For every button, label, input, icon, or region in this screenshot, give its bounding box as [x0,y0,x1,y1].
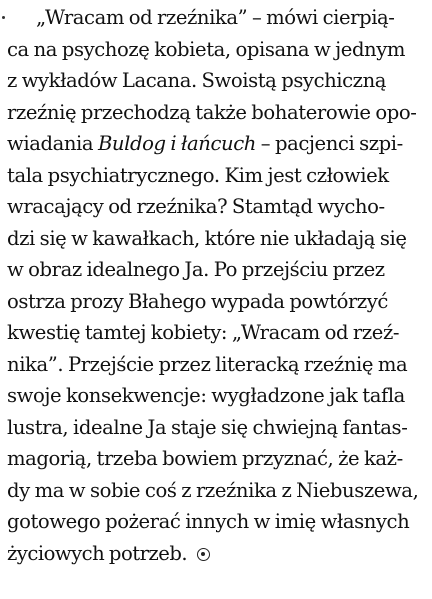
text-line: kwestię tamtej kobiety: „Wracam od rzeź- [7,321,400,344]
margin-dot [2,16,5,19]
text-fragment: życiowych potrzeb. [7,541,188,565]
text-line: tala psychiatrycznego. Kim jest człowiek [7,163,389,187]
text-line: „Wracam od rzeźnika” – mówi cierpią- [36,6,395,29]
text-line: wracający od rzeźnika? Stamtąd wycho- [7,195,385,218]
text-line: z wykładów Lacana. Swoistą psychiczną [7,69,387,92]
text-fragment: – pacjenci szpi- [255,132,403,155]
body-paragraph [7,2,432,569]
text-line-last [7,538,432,570]
text-line: ca na psychozę kobieta, opisana w jednym [7,37,406,61]
end-of-article-icon [197,548,210,561]
text-fragment: wiadania [7,132,98,155]
text-line: magorią, trzeba bowiem przyznać, że każ- [7,447,403,470]
text-line: gotowego pożerać innych w imię własnych [7,510,410,533]
text-line: ostrza prozy Błahego wypada powtórzyć [7,289,388,313]
text-line: rzeźnię przechodzą także bohaterowie opo- [7,100,417,124]
text-line-with-title [7,128,432,160]
text-line: swoje konsekwencje: wygładzone jak tafla [7,384,405,407]
text-line: nika”. Przejście przez literacką rzeźnię ma [7,352,408,376]
story-title: Buldog i łańcuch [97,132,256,155]
text-line: w obraz idealnego Ja. Po przejściu przez [7,258,385,281]
text-line: dzi się w kawałkach, które nie układają się [7,226,407,250]
text-line: dy ma w sobie coś z rzeźnika z Niebuszewa, [7,478,419,502]
text-line: lustra, idealne Ja staje się chwiejną fantas- [7,415,408,439]
